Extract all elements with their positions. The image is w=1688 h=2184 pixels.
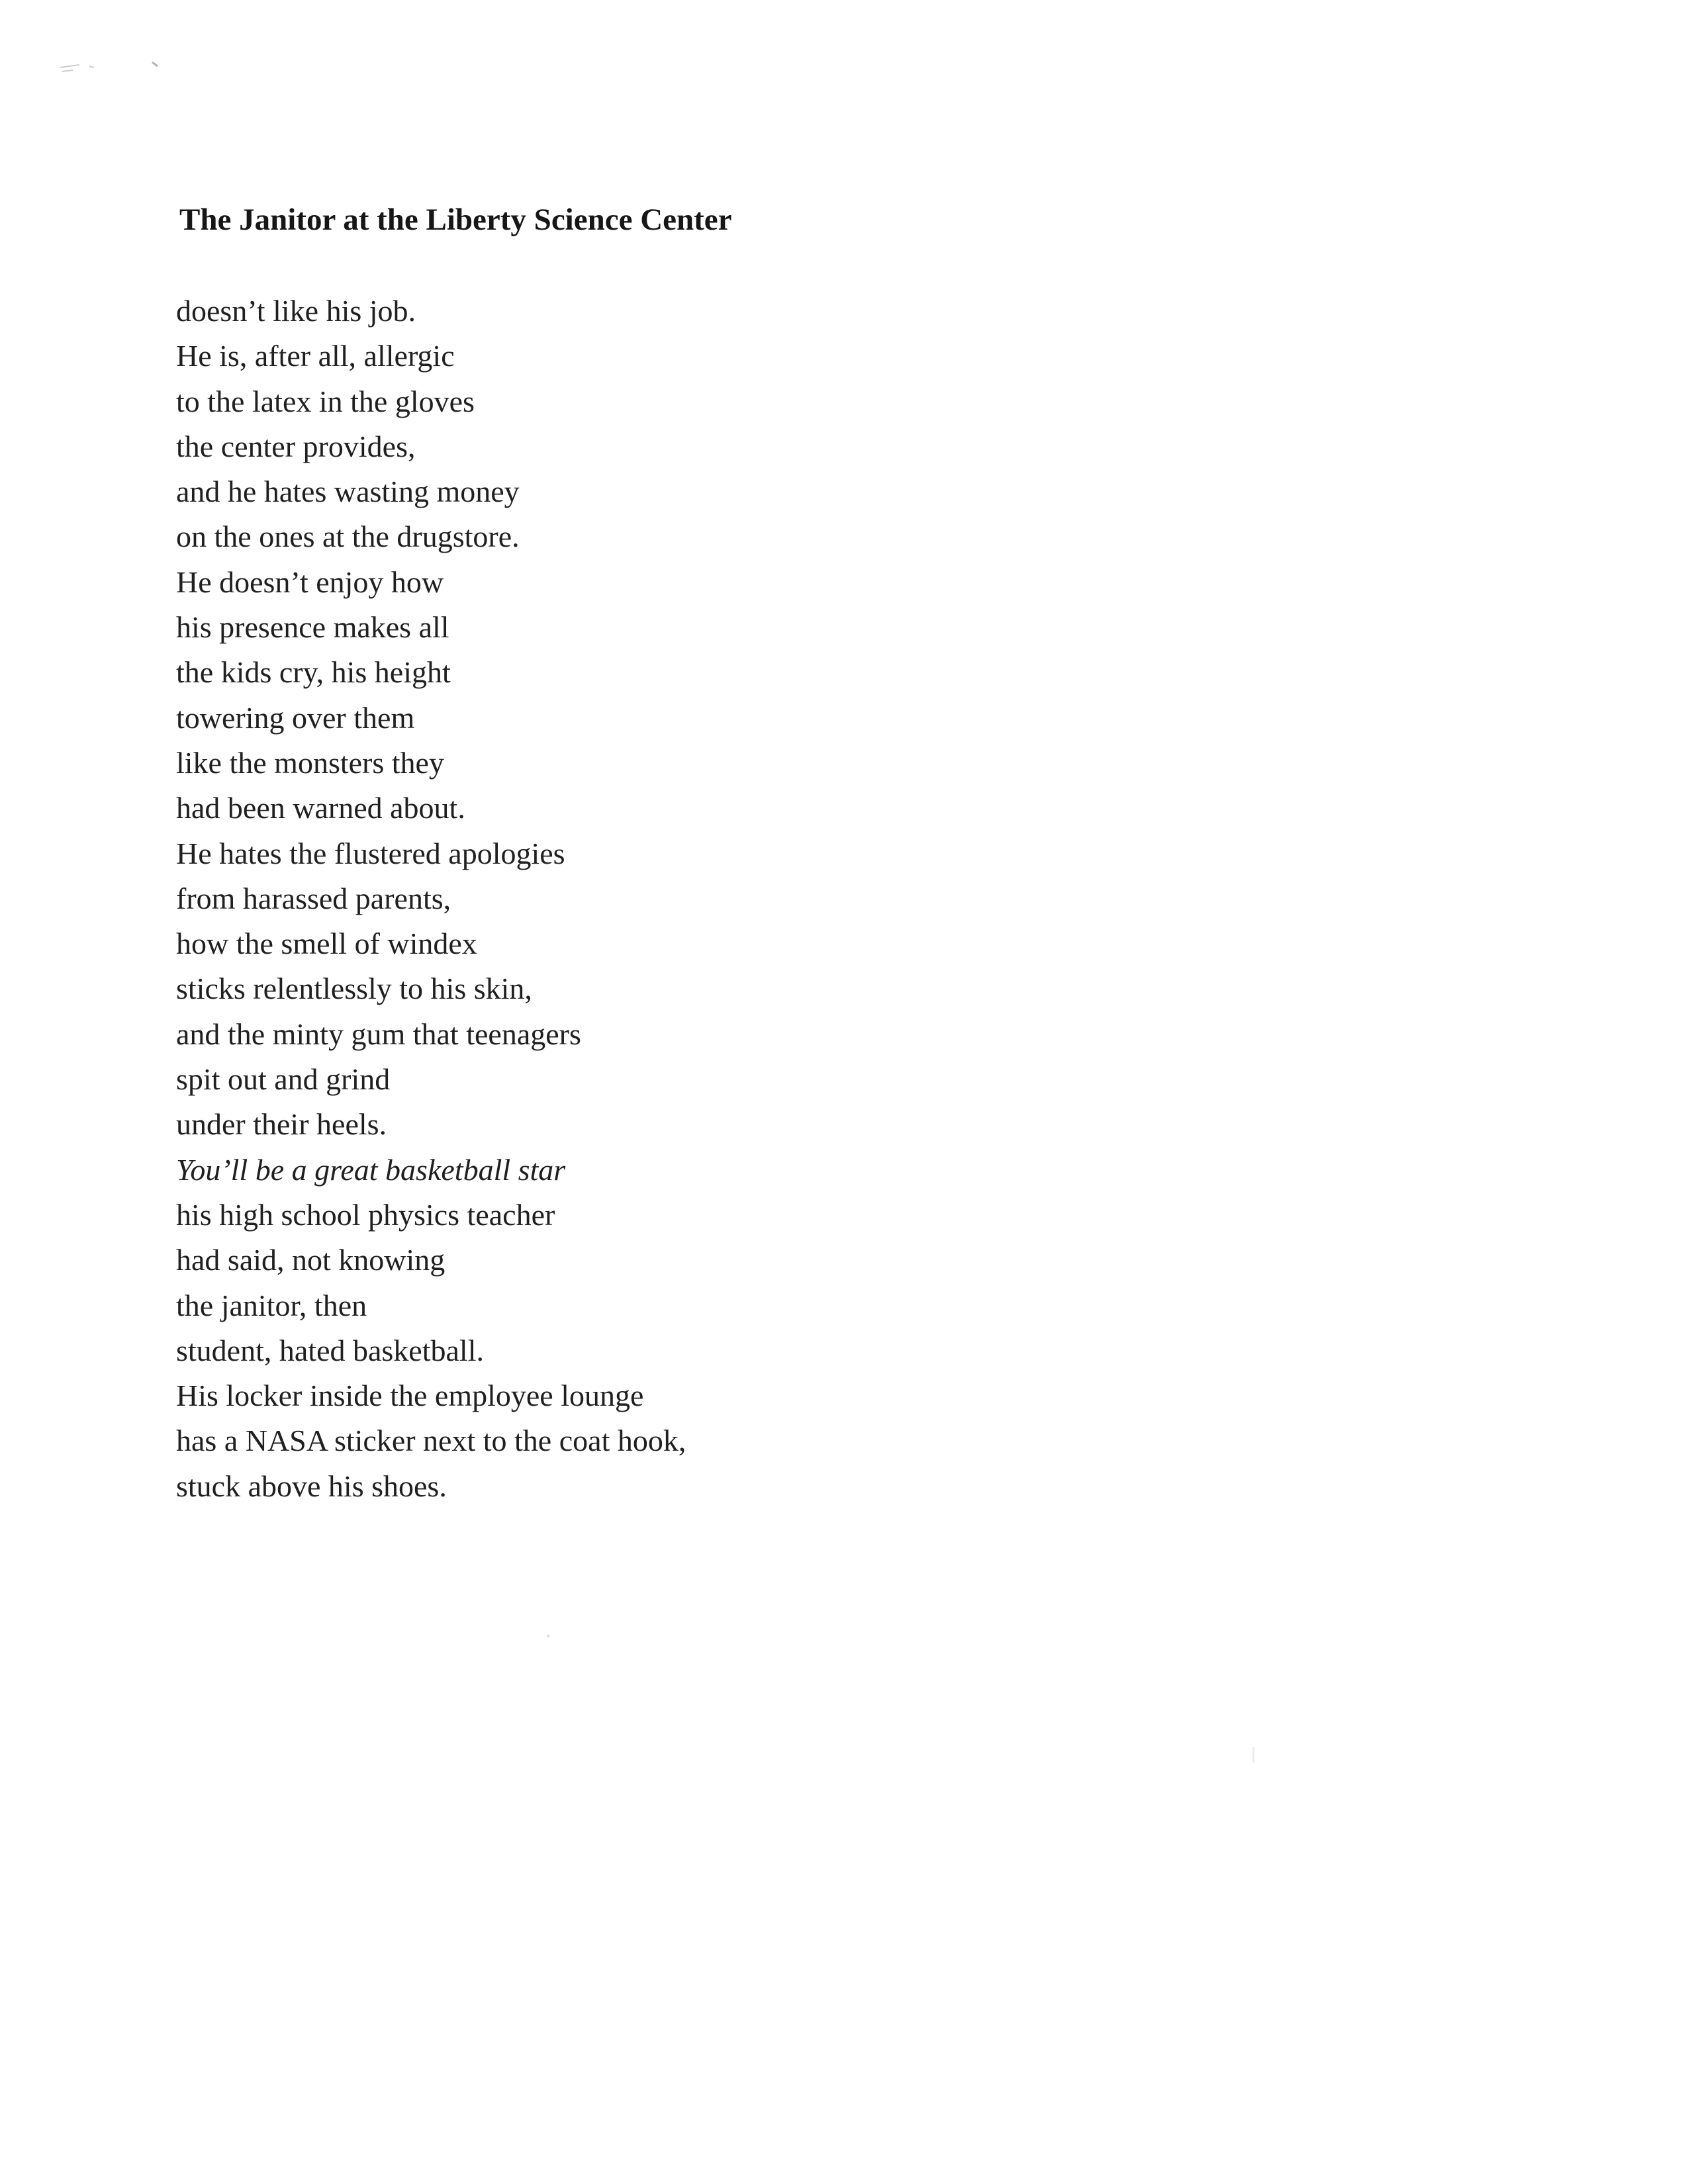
poem-line: had said, not knowing	[176, 1243, 445, 1277]
scan-speck	[547, 1635, 549, 1637]
poem-line: and the minty gum that teenagers	[176, 1017, 581, 1051]
poem-line: had been warned about.	[176, 791, 465, 825]
poem-line: the janitor, then	[176, 1288, 367, 1322]
poem-line: his high school physics teacher	[176, 1197, 555, 1232]
poem-body	[176, 289, 1103, 1509]
poem-line: spit out and grind	[176, 1062, 391, 1097]
poem-line: how the smell of windex	[176, 927, 477, 961]
poem-line: to the latex in the gloves	[176, 384, 475, 418]
poem-line: like the monsters they	[176, 745, 444, 780]
poem-line: sticks relentlessly to his skin,	[176, 972, 532, 1006]
poem-line: under their heels.	[176, 1107, 387, 1142]
poem-line: He is, after all, allergic	[176, 339, 455, 373]
scan-artifact	[53, 53, 172, 79]
poem-line: doesn’t like his job.	[176, 294, 416, 328]
poem-line: student, hated basketball.	[176, 1333, 484, 1367]
poem-line: He doesn’t enjoy how	[176, 565, 444, 599]
poem-line: His locker inside the employee lounge	[176, 1379, 644, 1413]
poem-line: You’ll be a great basketball star	[176, 1152, 566, 1187]
poem-line: the center provides,	[176, 429, 416, 463]
poem-line: and he hates wasting money	[176, 475, 520, 509]
poem-line: on the ones at the drugstore.	[176, 520, 520, 554]
poem-line: the kids cry, his height	[176, 655, 451, 690]
poem-line: stuck above his shoes.	[176, 1469, 447, 1503]
poem-title: The Janitor at the Liberty Science Center	[179, 203, 732, 237]
scan-speck	[1252, 1747, 1254, 1763]
poem-line: his presence makes all	[176, 610, 449, 645]
poem-line: from harassed parents,	[176, 881, 451, 915]
poem-line: has a NASA sticker next to the coat hook,	[176, 1424, 686, 1458]
poem-line: He hates the flustered apologies	[176, 836, 565, 870]
poem-line: towering over them	[176, 700, 415, 735]
